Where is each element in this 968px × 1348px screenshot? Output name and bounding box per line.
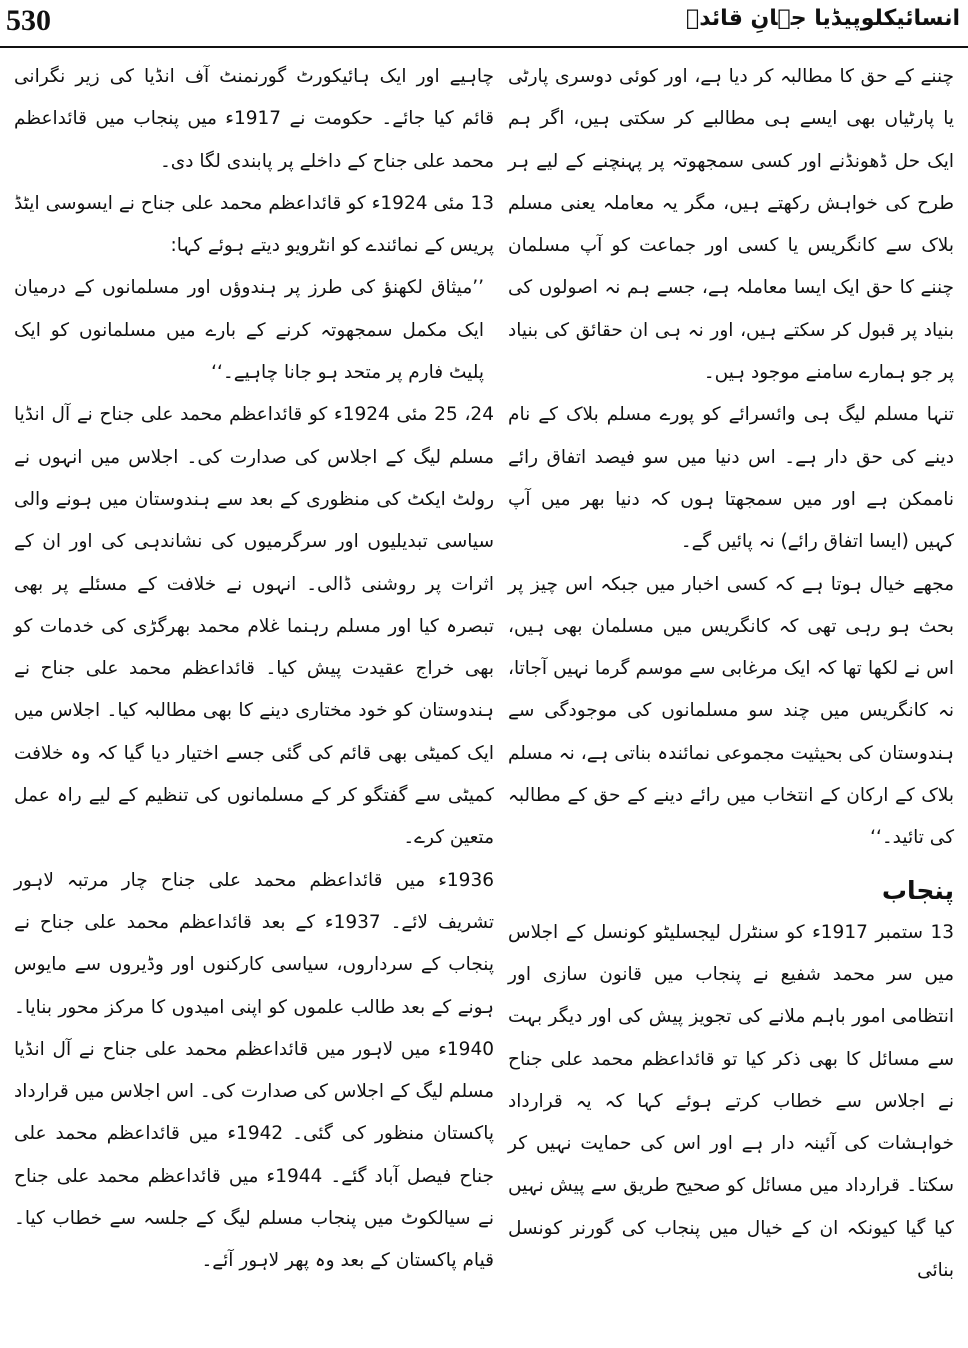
block-quote: ’’میثاق لکھنؤ کی طرز پر ہندوؤں اور مسلمانوں کے درمیان ایک مکمل سمجھوتہ کرنے کے بارے میں مسلمانوں کو ایک پلیٹ فارم پر متحد ہو جانا چاہیے۔‘‘ [14,277,484,384]
page-number: 530 [6,4,51,37]
paragraph: 13 مئی 1924ء کو قائداعظم محمد علی جناح نے ایسوسی ایٹڈ پریس کے نمائندے کو انٹرویو دیتے ہوئے کہا: [14,192,494,257]
running-title: انسائیکلوپیڈیا جہانِ قائدؒ [686,6,960,31]
paragraph: 1936ء میں قائداعظم محمد علی جناح چار مرتبہ لاہور تشریف لائے۔ 1937ء کے بعد قائداعظم محمد علی جناح نے پنجاب کے سرداروں، سیاسی کارکنوں اور وڈیروں سے مایوس ہونے کے بعد طالب علموں کو اپنی امیدوں کا مرکز محور بنایا۔ 1940ء میں لاہور میں قائداعظم محمد علی جناح نے آل انڈیا مسلم لیگ کے اجلاس کی صدارت کی۔ اس اجلاس میں قرارداد پاکستان منظور کی گئی۔ 1942ء میں قائداعظم محمد علی جناح فیصل آباد گئے۔ 1944ء میں قائداعظم محمد علی جناح نے سیالکوٹ میں پنجاب مسلم لیگ کے جلسہ سے خطاب کیا۔ قیام پاکستان کے بعد وہ پھر لاہور آئے۔ [14,869,494,1272]
paragraph: 24، 25 مئی 1924ء کو قائداعظم محمد علی جناح نے آل انڈیا مسلم لیگ کے اجلاس کی صدارت کی۔ اجلاس میں انہوں نے رولٹ ایکٹ کی منظوری کے بعد سے ہندوستان میں ہونے والی سیاسی تبدیلیوں اور سرگرمیوں کی نشاندہی کی اور ان کے اثرات پر روشنی ڈالی۔ انہوں نے خلافت کے مسئلے پر بھی تبصرہ کیا اور مسلم رہنما غلام محمد بھرگڑی کی خدمات کو بھی خراج عقیدت پیش کیا۔ قائداعظم محمد علی جناح نے ہندوستان کو خود مختاری دینے کا بھی مطالبہ کیا۔ اجلاس میں ایک کمیٹی بھی قائم کی گئی جسے اختیار دیا گیا کہ وہ خلافت کمیٹی سے گفتگو کر کے مسلمانوں کی تنظیم کے لیے راہ عمل متعین کرے۔ [14,404,494,849]
paragraph: 13 ستمبر 1917ء کو سنٹرل لیجسلیٹو کونسل کے اجلاس میں سر محمد شفیع نے پنجاب میں قانون سازی اور انتظامی امور باہم ملانے کی تجویز پیش کی اور دیگر بہت سے مسائل کا بھی ذکر کیا تو قائداعظم محمد علی جناح نے اجلاس سے خطاب کرتے ہوئے کہا کہ یہ قرارداد خواہشات کی آئینہ دار ہے اور اس کی حمایت نہیں کر سکتا۔ قرارداد میں مسائل کو صحیح طریق سے پیش نہیں کیا گیا کیونکہ ان کے خیال میں پنجاب کی گورنر کونسل بنائی [508,921,954,1282]
left-column [14,56,494,1283]
header-divider [0,46,968,48]
paragraph: تنہا مسلم لیگ ہی وائسرائے کو پورے مسلم بلاک کے نام دینے کی حق دار ہے۔ اس دنیا میں سو فیصد اتفاق رائے ناممکن ہے اور میں سمجھتا ہوں کہ دنیا بھر میں آپ کہیں (ایسا اتفاق رائے) نہ پائیں گے۔ [508,404,954,553]
page-header [0,0,968,48]
paragraph: مجھے خیال ہوتا ہے کہ کسی اخبار میں جبکہ اس چیز پر بحث ہو رہی تھی کہ کانگریس میں مسلمان بھی ہیں، اس نے لکھا تھا کہ ایک مرغابی سے موسم گرما نہیں آجاتا، نہ کانگریس میں چند سو مسلمانوں کی موجودگی سے ہندوستان کی بحیثیت مجموعی نمائندہ بناتی ہے، نہ مسلم بلاک کے ارکان کے انتخاب میں رائے دینے کے حق کے مطالبہ کی تائید۔‘‘ [508,573,954,849]
section-heading: پنجاب [881,875,954,905]
right-column [508,56,954,1292]
paragraph: چننے کے حق کا مطالبہ کر دیا ہے، اور کوئی دوسری پارٹی یا پارٹیاں بھی ایسے ہی مطالبے کر سکتی ہیں، اگر ہم ایک حل ڈھونڈنے اور کسی سمجھوتہ پر پہنچنے کے لیے ہر طرح کی خواہش رکھتے ہیں، مگر یہ معاملہ یعنی مسلم بلاک سے کانگریس یا کسی اور جماعت کو آپ مسلمان چننے کا حق ایک ایسا معاملہ ہے، جسے ہم نہ اصولوں کی بنیاد پر قبول کر سکتے ہیں، اور نہ ہی ان حقائق کی بنیاد پر جو ہمارے سامنے موجود ہیں۔ [508,66,954,384]
paragraph: چاہیے اور ایک ہائیکورٹ گورنمنٹ آف انڈیا کی زیر نگرانی قائم کیا جائے۔ حکومت نے 1917ء میں پنجاب میں قائداعظم محمد علی جناح کے داخلے پر پابندی لگا دی۔ [14,66,495,172]
